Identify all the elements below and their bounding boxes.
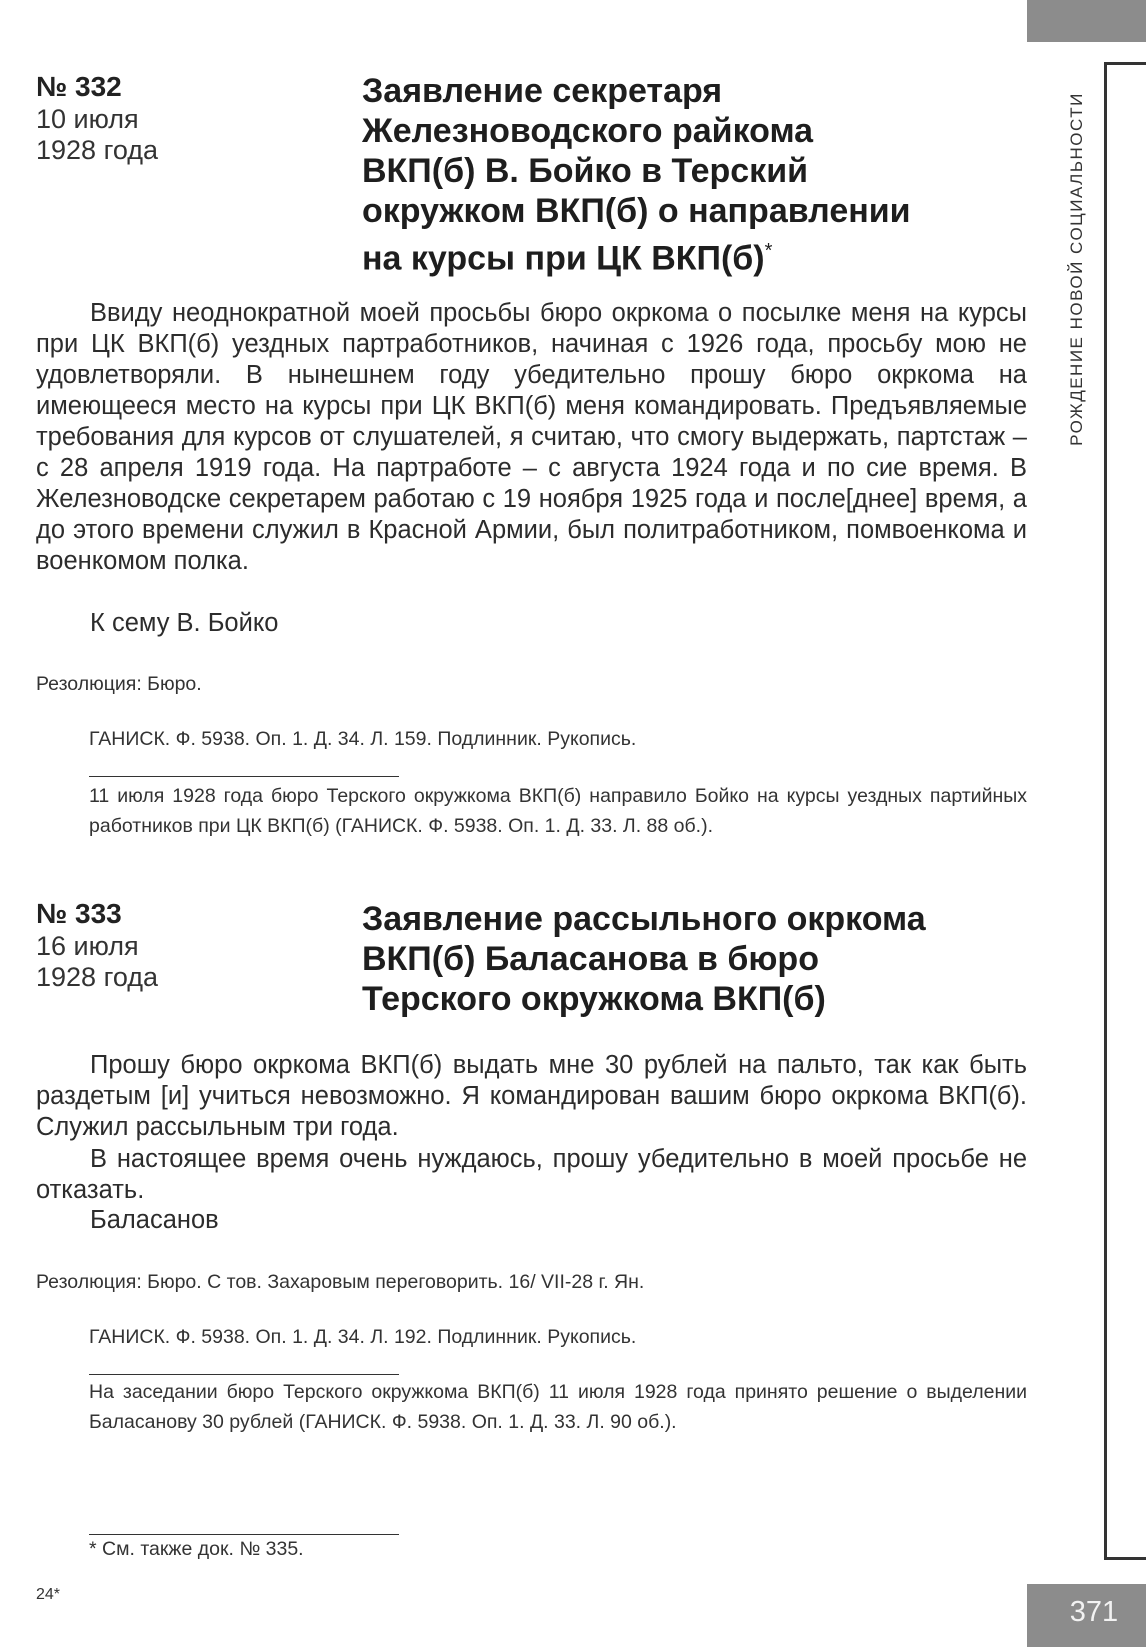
signature-mark: 24* <box>36 1586 61 1603</box>
doc333-note-rule <box>89 1374 399 1375</box>
doc332-number: № 332 <box>36 71 122 102</box>
doc332-title <box>362 71 1002 278</box>
doc332-title-last: на курсы при ЦК ВКП(б) <box>362 239 765 278</box>
doc333-date-day: 16 июля <box>36 931 139 961</box>
doc333-date-year: 1928 года <box>36 962 159 992</box>
side-frame <box>1104 62 1146 1560</box>
running-head <box>1064 64 1090 474</box>
doc333-number: № 333 <box>36 898 122 929</box>
doc332-resolution: Резолюция: Бюро. <box>36 673 202 695</box>
page-footnote: * См. также док. № 335. <box>89 1538 304 1560</box>
doc332-body: Ввиду неоднократной моей просьбы бюро окркома о посылке меня на курсы при ЦК ВКП(б) уездных партработников, начиная с 1926 года, просьбу мою не удовлетворяли. В нынешнем году убедительно прошу бюро окркома на имеющееся место на курсы при ЦК ВКП(б) меня командировать. Предъявляемые требования для курсов от слушателей, я считаю, что смогу выдержать, партстаж – с 28 апреля 1919 года. На партработе – с августа 1924 года и по сие время. В Железноводске секретарем работаю с 19 ноября 1925 года и после[днее] время, а до этого времени служил в Красной Армии, был политработником, помвоенкома и военкомом полка. <box>36 299 1027 575</box>
doc332-title-line: Железноводского райкома <box>362 112 814 150</box>
doc332-note-rule <box>89 776 399 777</box>
doc332-date-day: 10 июля <box>36 104 139 134</box>
doc333-title <box>362 899 1002 1019</box>
doc333-note: На заседании бюро Терского окружкома ВКП(б) 11 июля 1928 года принято решение о выделении Баласанову 30 рублей (ГАНИСК. Ф. 5938. Оп. 1. Д. 33. Л. 90 об.). <box>89 1381 1027 1433</box>
doc332-date-year: 1928 года <box>36 135 159 165</box>
doc333-source: ГАНИСК. Ф. 5938. Оп. 1. Д. 34. Л. 192. Подлинник. Рукопись. <box>89 1326 637 1348</box>
doc333-body-p1: Прошу бюро окркома ВКП(б) выдать мне 30 рублей на пальто, так как быть раздетым [и] учиться невозможно. Я командирован вашим бюро окркома ВКП(б). Служил рассыльным три года. <box>36 1051 1027 1141</box>
doc333-body-p2: В настоящее время очень нуждаюсь, прошу убедительно в моей просьбе не отказать. <box>36 1145 1027 1204</box>
footnote-mark: * <box>764 240 773 262</box>
top-corner-tab <box>1027 0 1146 42</box>
running-head-text: РОЖДЕНИЕ НОВОЙ СОЦИАЛЬНОСТИ <box>1067 92 1086 446</box>
doc333-title-line: Заявление рассыльного окркома <box>362 900 926 938</box>
doc333-resolution: Резолюция: Бюро. С тов. Захаровым переговорить. 16/ VII-28 г. Ян. <box>36 1271 645 1293</box>
doc332-signature: К сему В. Бойко <box>90 609 279 637</box>
doc333-title-line: ВКП(б) Баласанова в бюро <box>362 940 819 978</box>
doc332-title-line: ВКП(б) В. Бойко в Терский <box>362 152 809 190</box>
doc332-note: 11 июля 1928 года бюро Терского окружкома ВКП(б) направило Бойко на курсы уездных партийных работников при ЦК ВКП(б) (ГАНИСК. Ф. 5938. Оп. 1. Д. 33. Л. 88 об.). <box>89 785 1027 837</box>
doc332-title-line: окружком ВКП(б) о направлении <box>362 192 911 230</box>
doc332-source: ГАНИСК. Ф. 5938. Оп. 1. Д. 34. Л. 159. Подлинник. Рукопись. <box>89 728 637 750</box>
doc333-title-line: Терского окружкома ВКП(б) <box>362 980 826 1018</box>
footnote-rule <box>89 1534 399 1535</box>
doc332-title-line: Заявление секретаря <box>362 72 723 110</box>
doc333-signature: Баласанов <box>90 1206 219 1234</box>
doc332-title-line <box>362 231 1002 278</box>
page-number: 371 <box>1069 1596 1119 1628</box>
